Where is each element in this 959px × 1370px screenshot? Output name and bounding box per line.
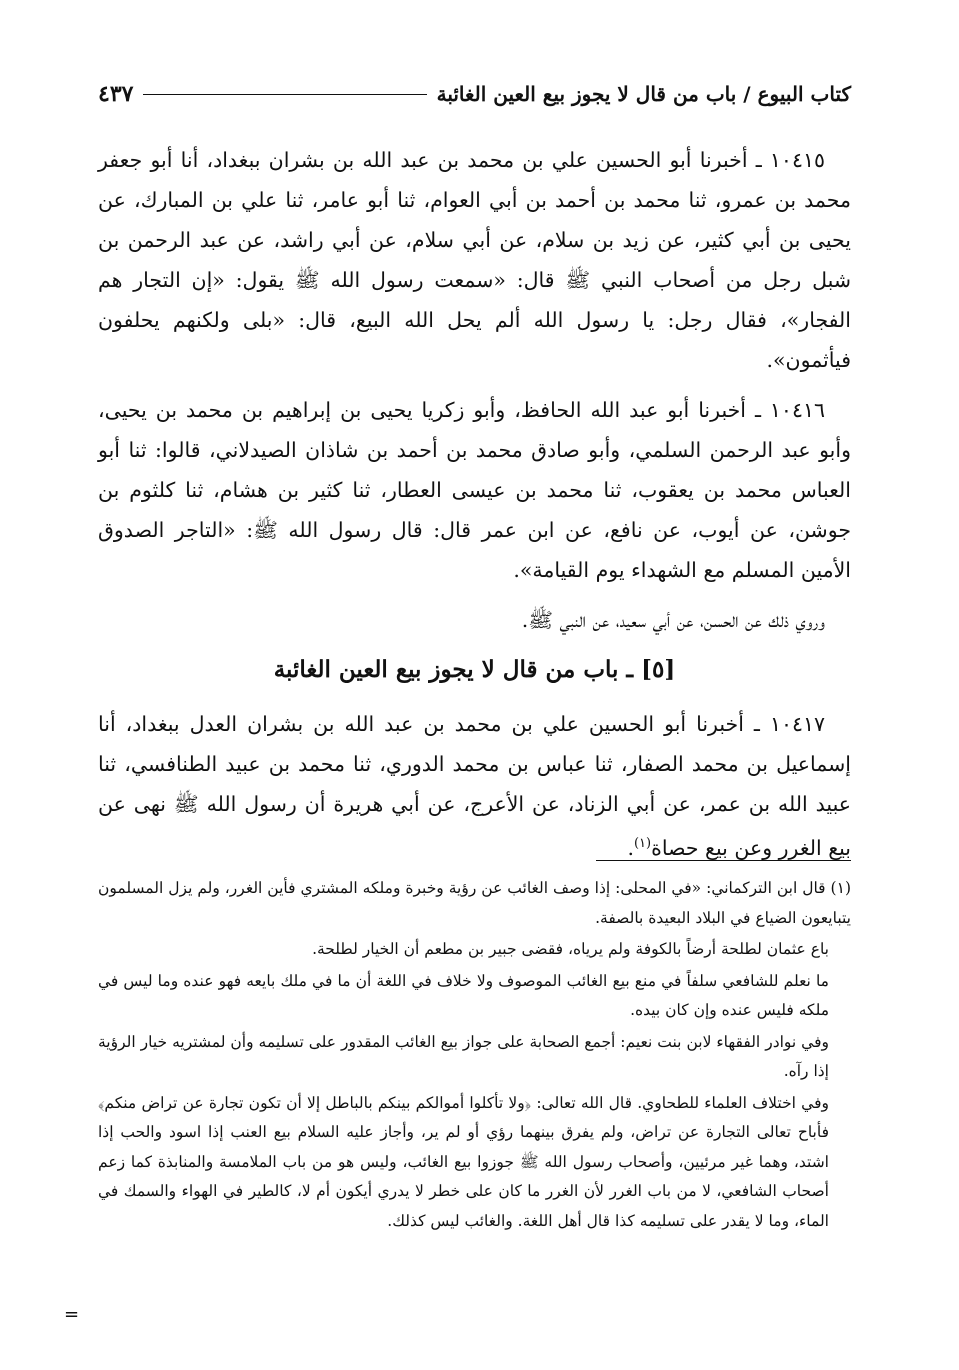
hadith-text: ـ أخبرنا أبو الحسين علي بن محمد بن عبد الله بن بشران ببغداد، أنا أبو جعفر محمد بن عمرو، ثنا محمد بن أحمد بن أبي العوام، ثنا أبو عامر، ثنا علي بن المبارك، عن يحيى بن أبي كثير، عن زيد بن سلام، عن أبي سلام، عن أبي راشد، عن عبد الرحمن بن شبل رجل من أصحاب النبي ﷺ قال: «سمعت رسول الله ﷺ يقول: «إن التجار هم الفجار»، فقال رجل: يا رسول الله ألم يحل الله البيع، قال: «بلى ولكنهم يحلفون فيأثمون».	[98, 148, 851, 372]
hadith-paragraph	[98, 390, 851, 590]
main-text	[98, 140, 851, 878]
hadith-text: ـ أخبرنا أبو الحسين علي بن محمد بن عبد الله بن بشران العدل ببغداد، أنا إسماعيل بن محمد الصفار، ثنا عباس بن محمد الدوري، ثنا محمد بن عبيد الطنافسي، ثنا عبيد الله بن عمر، عن أبي الزناد، عن الأعرج، عن أبي هريرة أن رسول الله ﷺ نهى عن بيع الغرر وعن بيع حصاة	[98, 712, 851, 860]
chapter-heading: [٥] ـ باب من قال لا يجوز بيع العين الغائبة	[273, 656, 676, 683]
continuation-mark: =	[64, 1304, 80, 1325]
hadith-paragraph	[98, 140, 851, 380]
page	[98, 0, 851, 1370]
footnote-paragraph: وفي نوادر الفقهاء لابن بنت نعيم: أجمع الصحابة على جواز بيع الغائب المقدور على تسليمه وأن لمشتريه خيار الرؤية إذا رآه.	[98, 1032, 829, 1080]
hadith-paragraph	[98, 704, 851, 868]
footnotes	[98, 874, 851, 1238]
hadith-text: ـ أخبرنا أبو عبد الله الحافظ، وأبو زكريا يحيى بن إبراهيم بن محمد بن يحيى، وأبو عبد الرحمن السلمي، وأبو صادق محمد بن أحمد بن شاذان الصيدلاني، قالوا: ثنا أبو العباس محمد بن يعقوب، ثنا محمد بن عيسى العطار، ثنا كثير بن هشام، ثنا كلثوم بن جوشن، عن أيوب، عن نافع، عن ابن عمر قال: قال رسول الله ﷺ: «التاجر الصدوق الأمين المسلم مع الشهداء يوم القيامة».	[98, 398, 851, 582]
hadith-number: ١٠٤١٥	[769, 148, 825, 172]
narration-note: وروي ذلك عن الحسن، عن أبي سعيد، عن النبي ﷺ.	[521, 608, 825, 632]
footnote-paragraph: (١) قال ابن التركماني: «في المحلى: إذا وصف الغائب عن رؤية وخبرة وملكه المشتري فأين الغرر، ولم يزل المسلمون يتبايعون الضياع في البلاد البعيدة بالصفة.	[98, 879, 851, 927]
header-rule	[143, 94, 426, 95]
header-title: كتاب البيوع / باب من قال لا يجوز بيع العين الغائبة	[436, 82, 851, 106]
footnote-paragraph: وفي اختلاف العلماء للطحاوي. قال الله تعالى: ﴿ولا تأكلوا أموالكم بينكم بالباطل إلا أن تكون تجارة عن تراض منكم﴾ فأباح تعالى التجارة عن تراض، ولم يفرق بينهما رؤي أو لم ير، وأجاز عليه السلام بيع العنب إذا اسود والحب إذا اشتد، وهما غير مرئيين، وأصحاب رسول الله ﷺ جوزوا بيع الغائب، وليس هو من باب الملامسة والمنابذة كما زعم أصحاب الشافعي، لا من باب الغرر لأن الغرر ما كان على خطر لا يدري أيكون أم لا، كالطير في الهواء والسمك في الماء، وما لا يقدر على تسليمه كذا قال أهل اللغة. والغائب ليس كذلك.	[98, 1093, 829, 1230]
page-number: ٤٣٧	[98, 81, 134, 107]
footnote-paragraph: باع عثمان لطلحة أرضاً بالكوفة ولم يرياه، فقضى جبير بن مطعم أن الخيار لطلحة.	[312, 940, 829, 958]
hadith-end: .	[627, 835, 634, 860]
footnote-separator	[596, 860, 851, 861]
footnote-paragraph: ما نعلم للشافعي سلفاً في منع بيع الغائب الموصوف ولا خلاف في اللغة أن ما في ملك بايعه فهو عنده وما ليس في ملكه فليس عنده وإن كان بيده.	[98, 971, 829, 1019]
running-header	[98, 74, 851, 114]
footnote-reference[interactable]: (١)	[633, 836, 652, 851]
hadith-number: ١٠٤١٦	[769, 398, 825, 422]
hadith-number: ١٠٤١٧	[769, 712, 825, 736]
